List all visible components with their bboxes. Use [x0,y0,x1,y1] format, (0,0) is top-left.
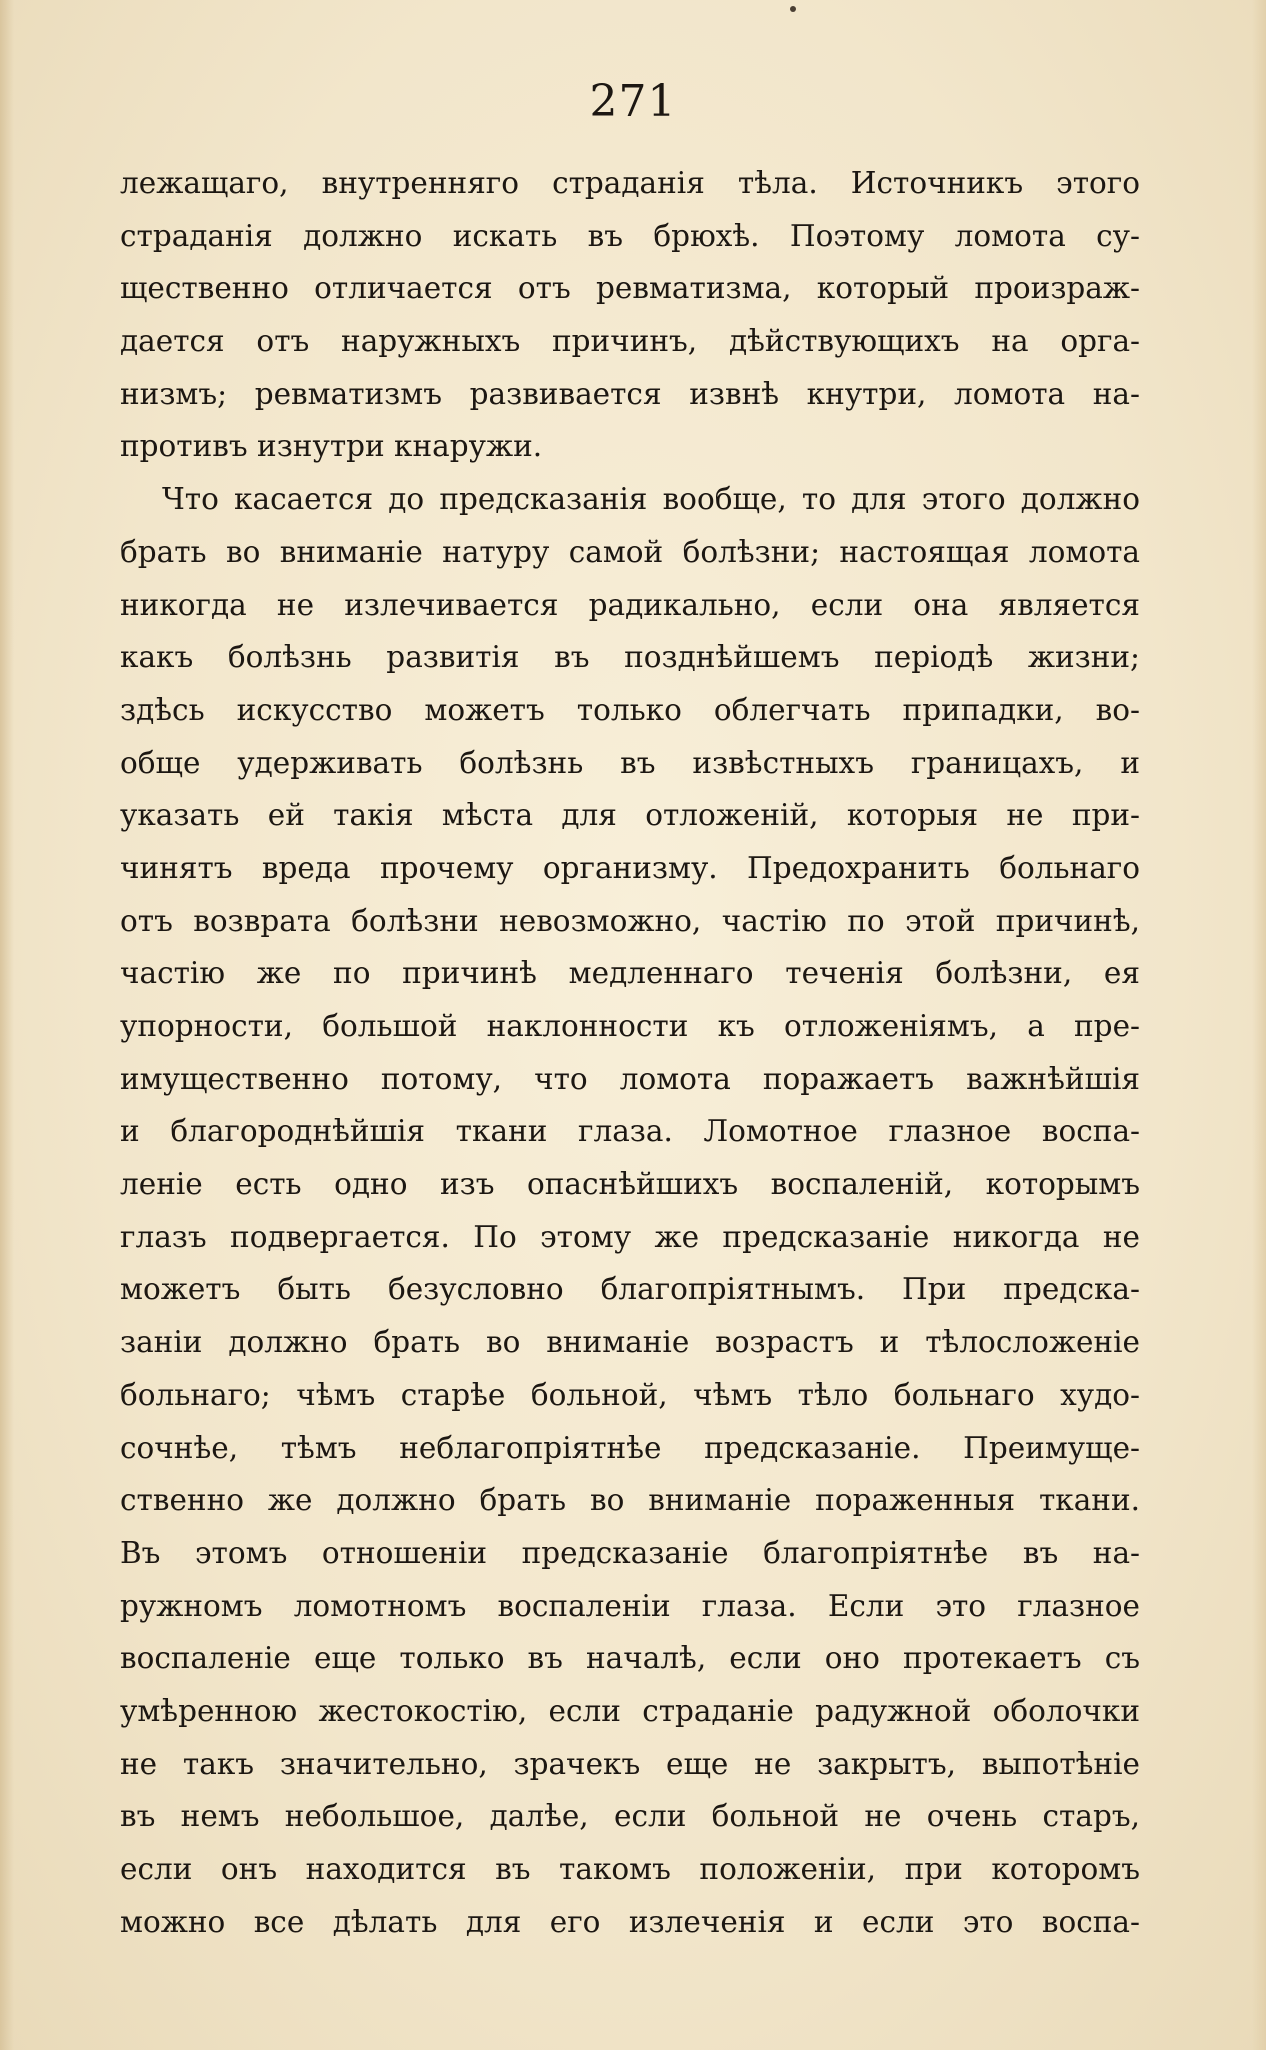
page-spine-shadow [0,0,14,2050]
text-line-paragraph-end: противъ изнутри кнаружи. [120,429,543,464]
text-line: страданія должно искать въ брюхѣ. Поэтому ломота су- [120,218,1140,253]
text-line: леніе есть одно изъ опаснѣйшихъ воспаленій, которымъ [120,1167,1140,1202]
text-line: ружномъ ломотномъ воспаленіи глаза. Если это глазное [120,1588,1140,1623]
text-line: частію же по причинѣ медленнаго теченія болѣзни, ея [120,956,1140,991]
text-line: не такъ значительно, зрачекъ еще не закрытъ, выпотѣніе [120,1746,1140,1781]
text-line: какъ болѣзнь развитія въ позднѣйшемъ періодѣ жизни; [120,640,1140,675]
text-line: дается отъ наружныхъ причинъ, дѣйствующихъ на орга- [120,324,1140,359]
text-line: ственно же должно брать во вниманіе пораженныя ткани. [120,1483,1140,1518]
page-number: 271 [589,76,677,127]
text-line: упорности, большой наклонности къ отложеніямъ, а пре- [120,1009,1140,1043]
text-line: въ немъ небольшое, далѣе, если больной не очень старъ, [120,1799,1140,1834]
text-line: брать во вниманіе натуру самой болѣзни; настоящая ломота [120,534,1140,569]
text-line: здѣсь искусство можетъ только облегчать припадки, во- [120,692,1140,727]
text-line: и благороднѣйшія ткани глаза. Ломотное глазное воспа- [120,1114,1140,1149]
text-line: заніи должно брать во вниманіе возрастъ и тѣлосложеніе [120,1325,1140,1360]
text-line: отъ возврата болѣзни невозможно, частію по этой причинѣ, [120,903,1140,938]
text-line: щественно отличается отъ ревматизма, который произраж- [120,271,1140,306]
text-line: указать ей такія мѣста для отложеній, которыя не при- [120,798,1140,833]
ink-speck [790,6,796,12]
text-line: если онъ находится въ такомъ положеніи, при которомъ [120,1852,1140,1886]
text-line-paragraph-start: Что касается до предсказанія вообще, то для этого должно [162,482,1140,517]
text-line: лежащаго, внутренняго страданія тѣла. Источникъ этого [120,166,1140,200]
text-line: глазъ подвергается. По этому же предсказаніе никогда не [120,1219,1140,1254]
text-line: Въ этомъ отношеніи предсказаніе благопріятнѣе въ на- [120,1535,1140,1570]
text-line: сочнѣе, тѣмъ неблагопріятнѣе предсказаніе. Преимуще- [120,1430,1140,1465]
body-text [120,157,1140,1948]
text-line: воспаленіе еще только въ началѣ, если оно протекаетъ съ [120,1641,1140,1676]
text-line: можетъ быть безусловно благопріятнымъ. При предска- [120,1272,1140,1307]
text-line: можно все дѣлать для его излеченія и если это воспа- [120,1904,1140,1939]
text-line: никогда не излечивается радикально, если она является [120,587,1140,622]
text-line: больнаго; чѣмъ старѣе больной, чѣмъ тѣло больнаго худо- [120,1377,1140,1412]
text-line: чинятъ вреда прочему организму. Предохранить больнаго [120,850,1140,885]
text-line: обще удерживать болѣзнь въ извѣстныхъ границахъ, и [120,745,1140,780]
text-line: низмъ; ревматизмъ развивается извнѣ кнутри, ломота на- [120,376,1140,411]
text-line: умѣренною жестокостію, если страданіе радужной оболочки [120,1693,1140,1728]
text-line: имущественно потому, что ломота поражаетъ важнѣйшія [120,1061,1140,1096]
page-edge-shadow [1252,0,1266,2050]
